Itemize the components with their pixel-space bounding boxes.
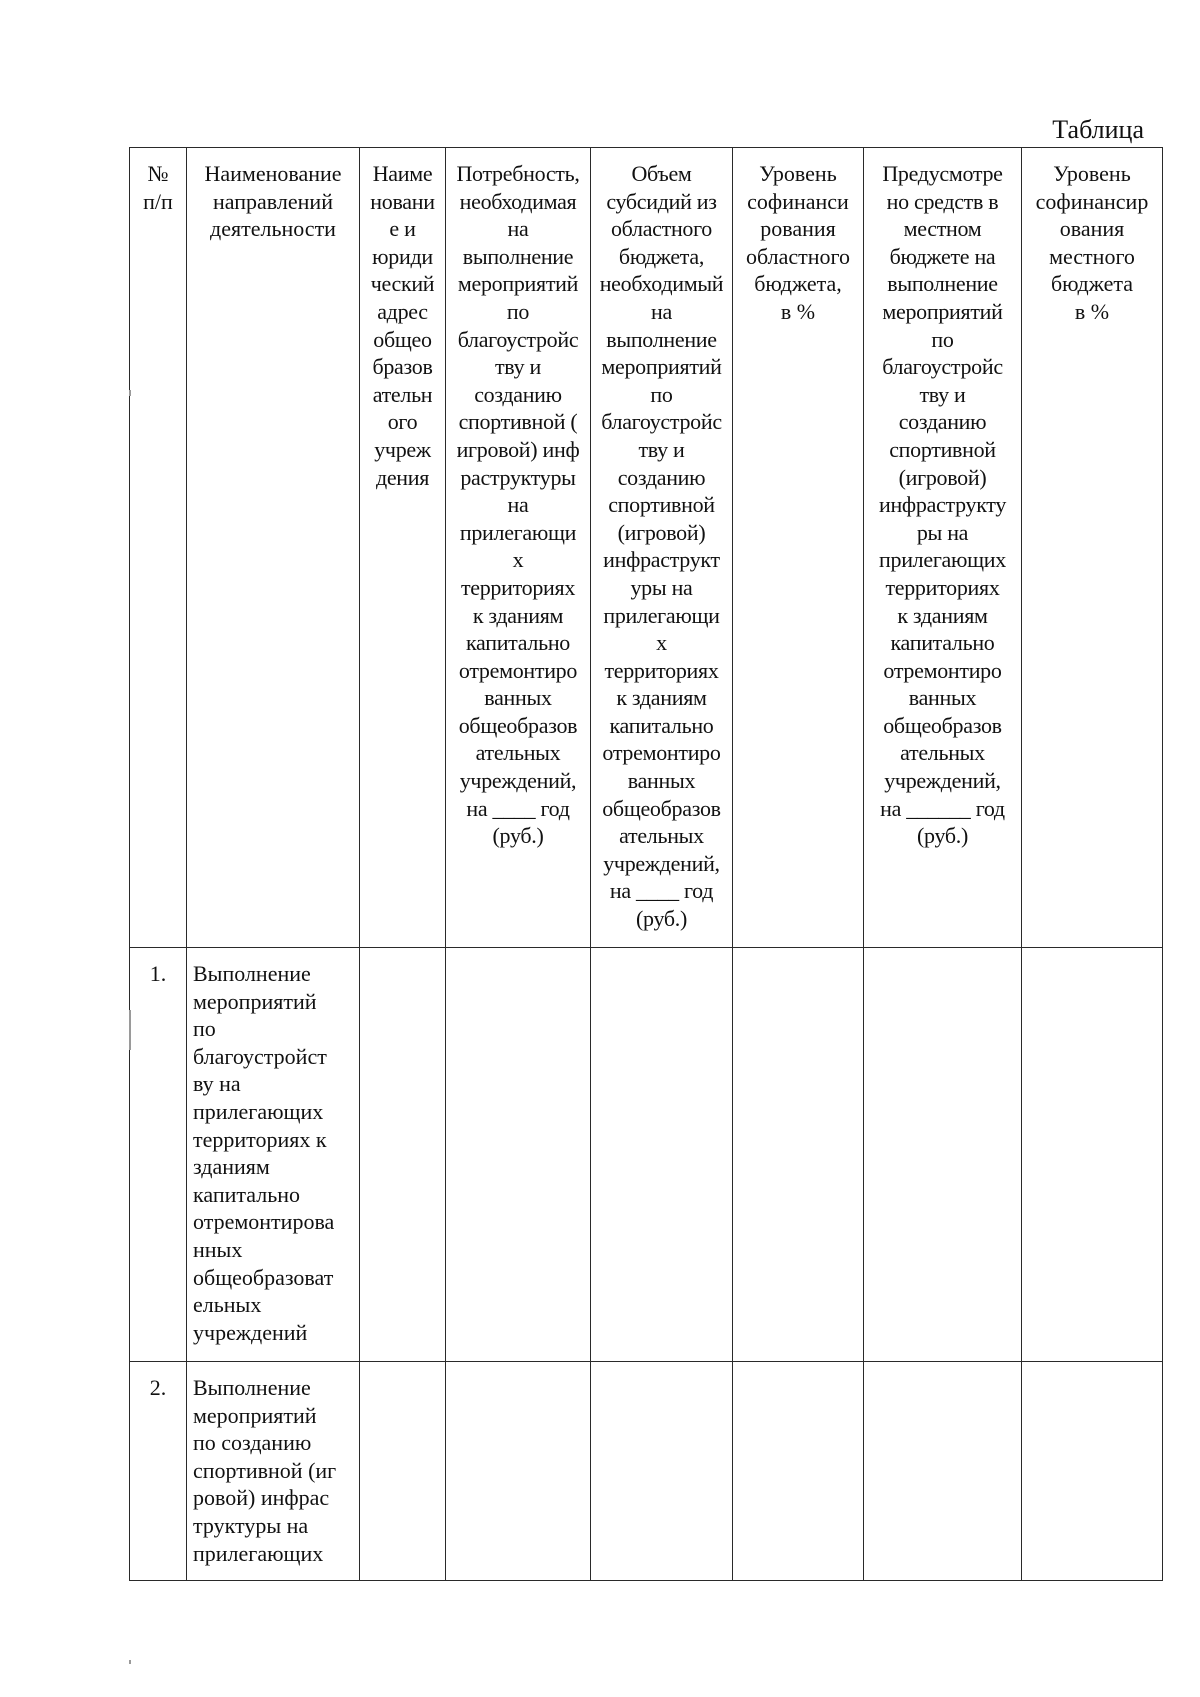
empty-cell xyxy=(733,1362,864,1581)
empty-cell xyxy=(733,948,864,1362)
header-cell-local-cofinancing: Уровень софинансир ования местного бюджета в % xyxy=(1022,148,1163,948)
empty-cell xyxy=(864,948,1022,1362)
row-name-cell: Выполнение мероприятий по благоустройст ву на прилегающих территориях к зданиям капитально отремонтирова нных общеобразоват ельных учреждений xyxy=(187,948,360,1362)
scan-artifact-line xyxy=(129,390,131,396)
header-cell-need: Потребность, необходимая на выполнение мероприятий по благоустройс тву и созданию спортивной ( игровой) инф раструктуры на прилегающи х территориях к зданиям капитально отремонтиро ванных общеобразов ательных учреждений, на ____ год (руб.) xyxy=(446,148,591,948)
table-row xyxy=(130,948,1163,1362)
empty-cell xyxy=(360,1362,446,1581)
table-caption: Таблица xyxy=(1052,115,1144,144)
row-number-cell: 1. xyxy=(130,948,187,1362)
scan-artifact-line xyxy=(129,1010,131,1050)
header-cell-regional-cofinancing: Уровень софинанси рования областного бюджета, в % xyxy=(733,148,864,948)
empty-cell xyxy=(360,948,446,1362)
table-row xyxy=(130,1362,1163,1581)
header-cell-number: № п/п xyxy=(130,148,187,948)
empty-cell xyxy=(1022,948,1163,1362)
header-cell-local-budget: Предусмотре но средств в местном бюджете на выполнение мероприятий по благоустройс тву и созданию спортивной (игровой) инфраструкту ры на прилегающих территориях к зданиям капитально отремонтиро ванных общеобразов ательных учреждений, на ______ год (руб.) xyxy=(864,148,1022,948)
table-header-row xyxy=(130,148,1163,948)
scan-artifact-line xyxy=(129,1660,131,1664)
subsidy-table xyxy=(129,147,1163,1581)
empty-cell xyxy=(1022,1362,1163,1581)
row-number-cell: 2. xyxy=(130,1362,187,1581)
empty-cell xyxy=(446,1362,591,1581)
header-cell-regional-subsidy: Объем субсидий из областного бюджета, необходимый на выполнение мероприятий по благоустройс тву и созданию спортивной (игровой) инфраструкт уры на прилегающи х территориях к зданиям капитально отремонтиро ванных общеобразов ательных учреждений, на ____ год (руб.) xyxy=(591,148,733,948)
empty-cell xyxy=(591,1362,733,1581)
empty-cell xyxy=(591,948,733,1362)
row-name-cell: Выполнение мероприятий по созданию спортивной (иг ровой) инфрас труктуры на прилегающих xyxy=(187,1362,360,1581)
header-cell-direction-name: Наименование направлений деятельности xyxy=(187,148,360,948)
empty-cell xyxy=(446,948,591,1362)
empty-cell xyxy=(864,1362,1022,1581)
header-cell-institution: Наиме новани е и юриди ческий адрес общео бразов ательн ого учреж дения xyxy=(360,148,446,948)
